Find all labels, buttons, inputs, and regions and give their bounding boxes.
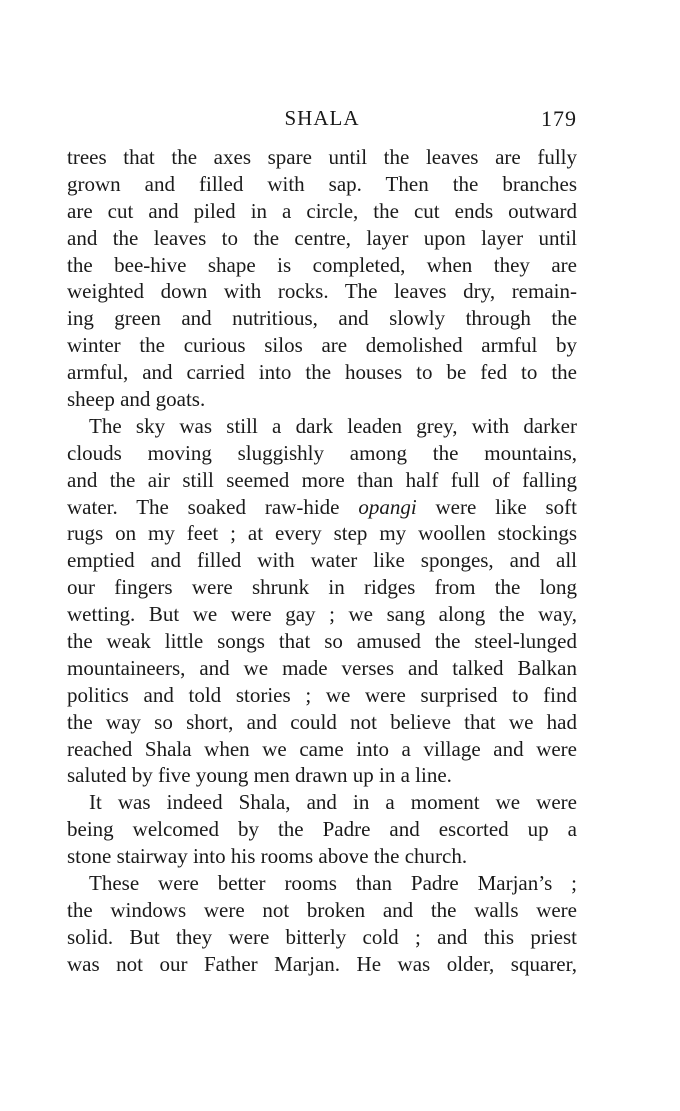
text-line: These were better rooms than Padre Marjan’s ; [89, 871, 577, 896]
text-line: was not our Father Marjan. He was older, squarer, [67, 951, 577, 976]
paragraph [67, 870, 577, 978]
text-line: wetting. But we were gay ; we sang along the way, [67, 602, 577, 627]
paragraph [67, 144, 577, 413]
paragraph [67, 789, 577, 870]
text-line: and the air still seemed more than half full of falling [67, 467, 577, 492]
text-line: grown and filled with sap. Then the branches [67, 171, 577, 196]
text-line: It was indeed Shala, and in a moment we were [89, 790, 577, 815]
page-number: 179 [541, 106, 577, 131]
text-line: water. The soaked raw-hide opangi were like soft [67, 494, 577, 519]
text-line: the weak little songs that so amused the steel-lunged [67, 629, 577, 654]
text-line: saluted by five young men drawn up in a line. [67, 763, 452, 788]
text-line: armful, and carried into the houses to be fed to the [67, 360, 577, 385]
text-line: solid. But they were bitterly cold ; and this priest [67, 924, 577, 949]
text-line: mountaineers, and we made verses and talked Balkan [67, 655, 577, 680]
page-header [67, 106, 577, 136]
paragraph [67, 413, 577, 789]
text-line: the windows were not broken and the walls were [67, 897, 577, 922]
text-line: politics and told stories ; we were surprised to find [67, 682, 577, 707]
text-line: emptied and filled with water like sponges, and all [67, 548, 577, 573]
text-line: rugs on my feet ; at every step my woollen stockings [67, 521, 577, 546]
text-line: trees that the axes spare until the leaves are fully [67, 145, 577, 169]
text-line: the bee-hive shape is completed, when they are [67, 252, 577, 277]
italic-word: opangi [358, 494, 417, 519]
text-line: winter the curious silos are demolished armful by [67, 333, 577, 358]
text-line: weighted down with rocks. The leaves dry, remain- [67, 279, 577, 304]
text-line: our fingers were shrunk in ridges from the long [67, 575, 577, 600]
text-line: The sky was still a dark leaden grey, with darker [89, 413, 577, 438]
text-line: the way so short, and could not believe that we had [67, 709, 577, 734]
text-line: clouds moving sluggishly among the mountains, [67, 440, 577, 465]
text-line: and the leaves to the centre, layer upon layer until [67, 225, 577, 250]
text-line: reached Shala when we came into a village and were [67, 736, 577, 761]
body-text [67, 144, 577, 978]
text-line: are cut and piled in a circle, the cut ends outward [67, 198, 577, 223]
text-line: stone stairway into his rooms above the church. [67, 844, 468, 869]
text-line: being welcomed by the Padre and escorted up a [67, 817, 577, 842]
running-title: SHALA [284, 106, 360, 130]
text-line: sheep and goats. [67, 387, 206, 412]
text-line: ing green and nutritious, and slowly through the [67, 306, 577, 331]
